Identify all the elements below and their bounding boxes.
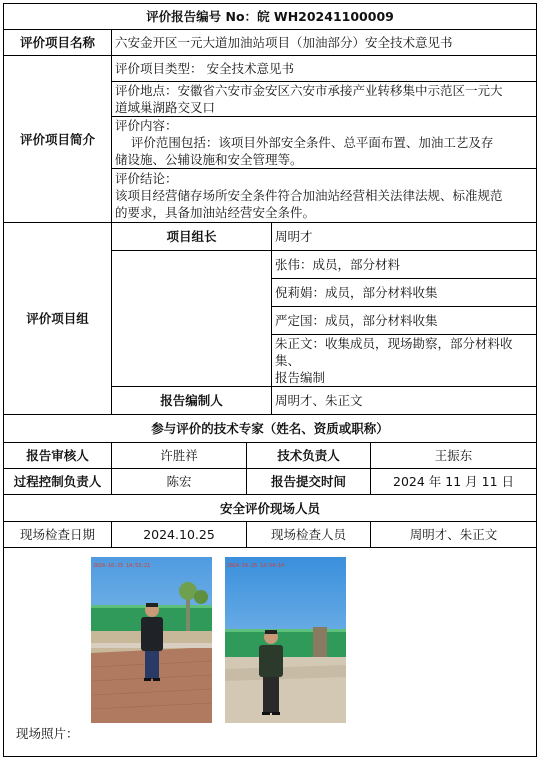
report-sheet <box>3 3 536 771</box>
team-member-4 <box>272 335 537 387</box>
intro-content-line-2: 储设施、公辅设施和安全管理等。 <box>115 152 303 167</box>
team-member-blank <box>112 251 272 387</box>
intro-conclusion-line-1: 该项目经营储存场所安全条件符合加油站经营相关法律法规、标准规范 <box>115 188 503 203</box>
experts-heading-row <box>4 415 537 443</box>
site-photo-2-stamp: 2024-10-25 14:54:14 <box>227 563 285 569</box>
project-name-label: 评价项目名称 <box>4 30 112 56</box>
team-writer-value: 周明才、朱正文 <box>272 387 537 415</box>
submit-time-label: 报告提交时间 <box>247 469 371 495</box>
report-number-label: 评价报告编号 No： <box>146 9 258 24</box>
report-number <box>4 4 537 30</box>
site-photo-1-stamp: 2024-10-25 14:53:21 <box>93 563 151 569</box>
report-table <box>3 3 537 757</box>
tech-lead-label: 技术负责人 <box>247 443 371 469</box>
tech-lead-value: 王振东 <box>371 443 537 469</box>
intro-location-line-1: 评价地点：安徽省六安市金安区六安市承接产业转移集中示范区一元大 <box>115 83 503 98</box>
intro-type-row <box>4 56 537 82</box>
site-photo-row <box>4 548 537 757</box>
process-lead-value: 陈宏 <box>112 469 247 495</box>
site-people-label: 现场检查人员 <box>247 522 371 548</box>
intro-conclusion-title: 评价结论： <box>115 171 178 186</box>
site-info-row <box>4 522 537 548</box>
intro-conclusion <box>112 169 537 223</box>
project-name-row <box>4 30 537 56</box>
team-member-4-line-2: 报告编制 <box>275 370 326 385</box>
site-photo-label: 现场照片： <box>16 726 79 741</box>
experts-heading: 参与评价的技术专家（姓名、资质或职称） <box>4 415 537 443</box>
reviewer-label: 报告审核人 <box>4 443 112 469</box>
site-photo-cell <box>4 548 537 757</box>
process-lead-label: 过程控制负责人 <box>4 469 112 495</box>
team-leader-row <box>4 223 537 251</box>
team-member-4-line-1: 朱正文：收集成员，现场勘察，部分材料收集、 <box>275 336 513 368</box>
intro-content-line-1: 评价范围包括：该项目外部安全条件、总平面布置、加油工艺及存 <box>115 135 494 150</box>
experts-row-2 <box>4 469 537 495</box>
site-date-label: 现场检查日期 <box>4 522 112 548</box>
intro-conclusion-line-2: 的要求，具备加油站经营安全条件。 <box>115 205 316 220</box>
submit-time-value: 2024 年 11 月 11 日 <box>371 469 537 495</box>
team-leader-label: 项目组长 <box>112 223 272 251</box>
team-member-3: 严定国：成员，部分材料收集 <box>272 307 537 335</box>
site-photo-1-image <box>91 557 212 723</box>
project-name-value: 六安金开区一元大道加油站项目（加油部分）安全技术意见书 <box>112 30 537 56</box>
intro-type: 评价项目类型： 安全技术意见书 <box>112 56 537 82</box>
site-date-value: 2024.10.25 <box>112 522 247 548</box>
site-photo-1 <box>91 557 212 723</box>
intro-label: 评价项目简介 <box>4 56 112 223</box>
team-member-2: 倪莉娟：成员，部分材料收集 <box>272 279 537 307</box>
report-number-value: 皖 WH20241100009 <box>257 9 394 24</box>
report-number-row <box>4 4 537 30</box>
intro-location-line-2: 道域巢湖路交叉口 <box>115 100 216 115</box>
team-writer-label: 报告编制人 <box>112 387 272 415</box>
reviewer-value: 许胜祥 <box>112 443 247 469</box>
experts-row-1 <box>4 443 537 469</box>
team-leader-value: 周明才 <box>272 223 537 251</box>
site-people-value: 周明才、朱正文 <box>371 522 537 548</box>
site-photo-2 <box>225 557 346 723</box>
intro-content <box>112 117 537 169</box>
site-heading: 安全评价现场人员 <box>4 495 537 522</box>
team-label: 评价项目组 <box>4 223 112 415</box>
site-heading-row <box>4 495 537 522</box>
site-photo-2-image <box>225 557 346 723</box>
site-photo-area <box>4 548 536 756</box>
team-member-1: 张伟：成员，部分材料 <box>272 251 537 279</box>
intro-location <box>112 82 537 117</box>
intro-content-title: 评价内容： <box>115 118 178 133</box>
